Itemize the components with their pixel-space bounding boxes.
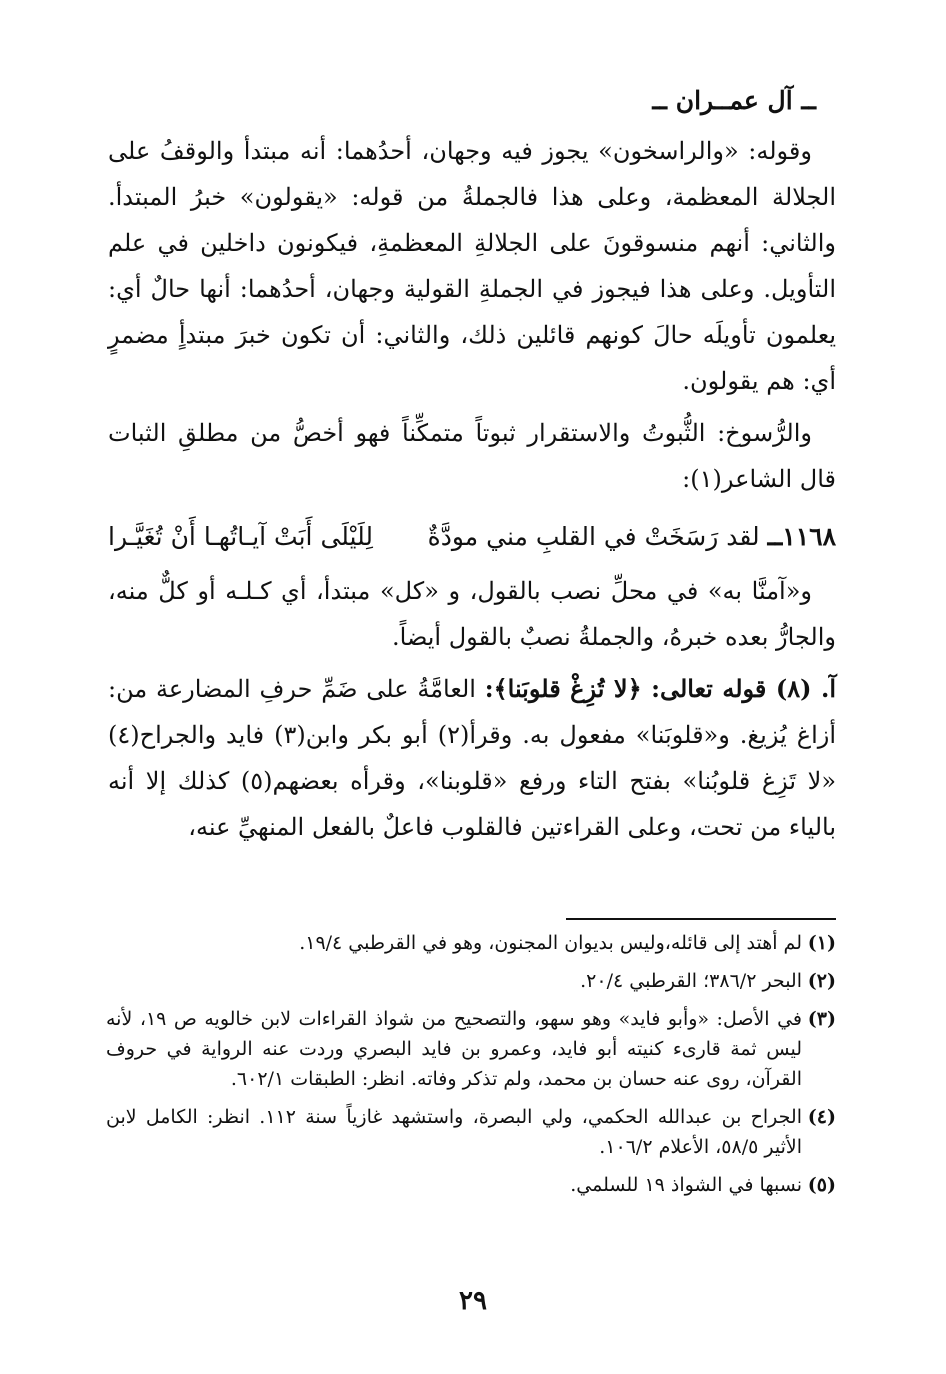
verse-first-hemistich: لقد رَسَخَتْ في القلبِ مني مودَّةٌ — [427, 522, 760, 551]
verse-number: ١١٦٨ــ — [767, 522, 836, 551]
footnote-item — [106, 1170, 836, 1200]
footnote-item — [106, 928, 836, 958]
running-header: ــ آل عمــران ــ — [652, 86, 816, 115]
footnote-item — [106, 1004, 836, 1094]
verse-commentary: العامَّةُ على ضَمِّ حرفِ المضارعة من: أزاغ يُزيغ. و«قلوبَنا» مفعول به. وقرأ(٢) أبو بكر وابن(٣) فايد والجراح(٤) «لا تَزِغ قلوبُنا» بفتح التاء ورفع «قلوبنا»، وقرأه بعضهم(٥) كذلك إلا أنه بالياء من تحت، وعلى القراءتين فالقلوب فاعلٌ بالفعل المنهيِّ عنه، — [108, 675, 837, 841]
verse-second-hemistich: لِلَيْلَى أَبَتْ آيـاتُهـا أَنْ تُغَيَّـرا — [108, 522, 373, 551]
footnote-number: (١) — [807, 932, 836, 954]
footnotes — [106, 928, 836, 1208]
footnote-number: (٣) — [807, 1008, 836, 1030]
main-text — [108, 128, 836, 856]
paragraph-la-tuzigh — [108, 666, 836, 850]
paragraph-amanna: و«آمنَّا به» في محلِّ نصب بالقول، و «كل» مبتدأ، أي كـلـه أو كلٌّ منه، والجارُّ بعده خبرهُ، والجملةُ نصبٌ بالقول أيضاً. — [108, 577, 836, 651]
footnote-number: (٢) — [807, 970, 836, 992]
verse-heading: آ. (٨) قوله تعالى: ﴿لا تُزِغْ قلوبَنا﴾: — [484, 674, 837, 703]
footnote-item — [106, 966, 836, 996]
paragraph-rusukh: والرُّسوخ: الثُّبوتُ والاستقرار ثبوتاً متمكِّناً فهو أخصُّ من مطلقِ الثبات قال الشاعر(١): — [108, 419, 836, 493]
footnote-text: نسبها في الشواذ ١٩ للسلمي. — [570, 1174, 802, 1196]
page-number: ٢٩ — [459, 1286, 487, 1316]
footnote-number: (٤) — [807, 1106, 836, 1128]
footnote-text: لم أهتد إلى قائله،وليس بديوان المجنون، وهو في القرطبي ١٩/٤. — [299, 932, 802, 954]
footnote-number: (٥) — [807, 1174, 836, 1196]
footnote-divider — [566, 918, 836, 920]
poetry-verse — [108, 514, 836, 560]
footnote-text: في الأصل: «وأبو فايد» وهو سهو، والتصحيح من شواذ القراءات لابن خالويه ص ١٩، لأنه ليس ثمة قارىء كنيته أبو فايد، وعمرو بن فايد البصري وردت عنه الرواية في حروف القرآن، روى عنه حسان بن محمد، ولم تذكر وفاته. انظر: الطبقات ٦٠٢/١. — [106, 1008, 803, 1090]
paragraph-rasikhun: وقوله: «والراسخون» يجوز فيه وجهان، أحدُهما: أنه مبتدأ والوقفُ على الجلالة المعظمة، وعلى هذا فالجملةُ من قوله: «يقولون» خبرُ المبتدأ. والثاني: أنهم منسوقونَ على الجلالةِ المعظمةِ، فيكونون داخلين في علم التأويل. وعلى هذا فيجوز في الجملةِ القولية وجهان، أحدُهما: أنها حالٌ أي: يعلمون تأويلَه حالَ كونهم قائلين ذلك، والثاني: أن تكون خبرَ مبتدأٍ مضمرٍ أي: هم يقولون. — [108, 137, 837, 395]
footnote-text: البحر ٣٨٦/٢؛ القرطبي ٢٠/٤. — [580, 970, 802, 992]
footnote-item — [106, 1102, 836, 1162]
footnote-text: الجراح بن عبدالله الحكمي، ولي البصرة، واستشهد غازياً سنة ١١٢. انظر: الكامل لابن الأثير ٥٨/٥، الأعلام ١٠٦/٢. — [106, 1106, 802, 1158]
